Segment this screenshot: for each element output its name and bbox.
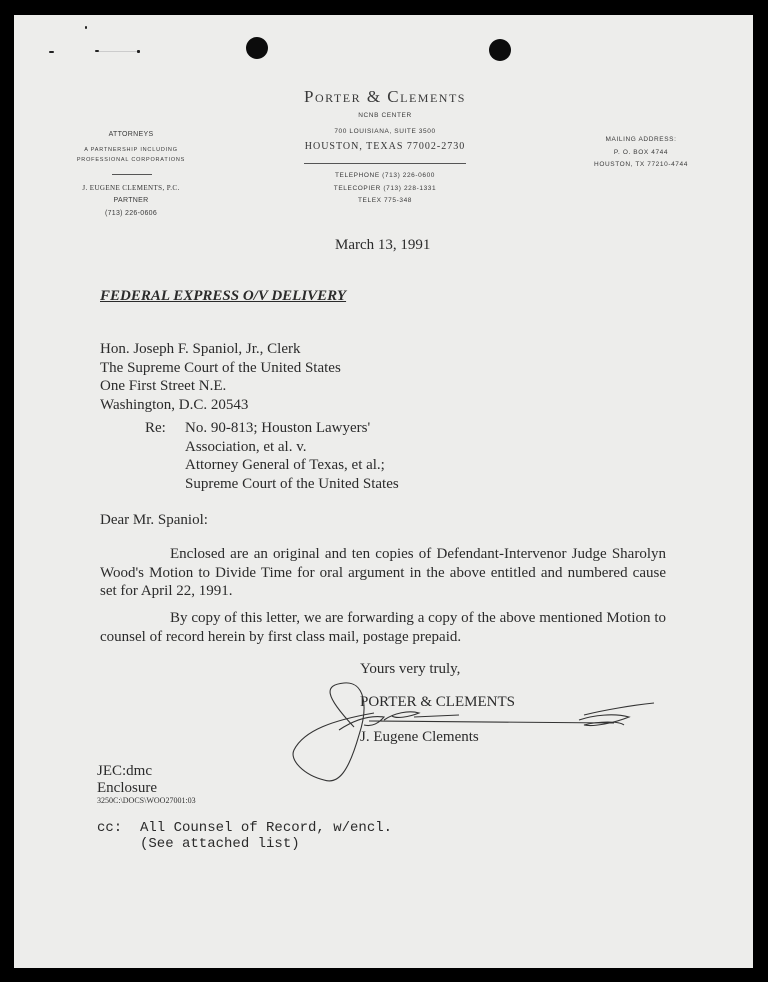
closing: Yours very truly, (360, 661, 461, 677)
letter-date: March 13, 1991 (335, 237, 431, 253)
cc-line: All Counsel of Record, w/encl. (140, 820, 393, 836)
city-line: HOUSTON, TEXAS 77002-2730 (304, 141, 466, 152)
street-address: 700 LOUISIANA, SUITE 3500 (334, 128, 436, 135)
scan-mark (99, 51, 137, 52)
letterhead-divider (304, 163, 466, 164)
recipient-line: The Supreme Court of the United States (100, 359, 341, 376)
telecopier: TELECOPIER (713) 228-1331 (333, 185, 437, 192)
scan-speck (137, 50, 140, 53)
handwritten-signature (284, 675, 664, 785)
mailing-city: HOUSTON, TX 77210-4744 (594, 161, 688, 168)
cc-line: (See attached list) (140, 836, 300, 852)
re-line: Association, et al. v. (185, 438, 307, 455)
recipient-address (100, 340, 341, 414)
body-paragraph-1: Enclosed are an original and ten copies of Defendant-Intervenor Judge Sharolyn Wood's Motion to Divide Time for oral argument in the above entitled and numbered cause set for April 22, 1991. (100, 546, 666, 599)
partner-name: J. EUGENE CLEMENTS, P.C. (82, 184, 180, 192)
telex: TELEX 775-348 (357, 197, 413, 204)
firm-name: Porter & Clements (304, 87, 466, 106)
recipient-line: Hon. Joseph F. Spaniol, Jr., Clerk (100, 341, 301, 357)
typist-initials: JEC:dmc (97, 763, 152, 779)
punch-hole-right (489, 39, 511, 61)
letter-page (14, 15, 753, 968)
telephone: TELEPHONE (713) 226-0600 (334, 172, 436, 179)
recipient-line: Washington, D.C. 20543 (100, 396, 249, 413)
re-line: No. 90-813; Houston Lawyers' (185, 420, 371, 436)
document-path: 3250C:\DOCS\WOO27001:03 (97, 796, 196, 805)
left-divider (112, 174, 152, 175)
signature-firm: PORTER & CLEMENTS (360, 694, 515, 710)
re-line: Attorney General of Texas, et al.; (185, 457, 385, 473)
scan-speck (49, 51, 54, 53)
partner-phone: (713) 226-0606 (104, 210, 158, 217)
building-name: NCNB CENTER (358, 112, 412, 119)
mailing-address-label: MAILING ADDRESS: (605, 136, 677, 143)
cc-label: cc: (97, 820, 123, 836)
re-line: Supreme Court of the United States (185, 475, 399, 492)
salutation: Dear Mr. Spaniol: (100, 512, 208, 528)
delivery-method: FEDERAL EXPRESS O/V DELIVERY (100, 288, 347, 304)
po-box: P. O. BOX 4744 (613, 149, 669, 156)
re-label: Re: (145, 420, 166, 436)
body-paragraph-2: By copy of this letter, we are forwarding a copy of the above mentioned Motion to counsel of record herein by first class mail, postage prepaid. (100, 610, 666, 645)
signer-name: J. Eugene Clements (360, 729, 479, 745)
scan-speck (85, 26, 87, 29)
enclosure-note: Enclosure (97, 780, 157, 796)
punch-hole-left (246, 37, 268, 59)
attorneys-label: ATTORNEYS (108, 131, 154, 138)
cc-recipients (140, 820, 392, 852)
partnership-line-2: PROFESSIONAL CORPORATIONS (76, 157, 186, 163)
partnership-line: A PARTNERSHIP INCLUDING (84, 147, 178, 153)
recipient-line: One First Street N.E. (100, 378, 227, 394)
partner-role: PARTNER (113, 197, 149, 204)
re-subject (185, 419, 399, 493)
